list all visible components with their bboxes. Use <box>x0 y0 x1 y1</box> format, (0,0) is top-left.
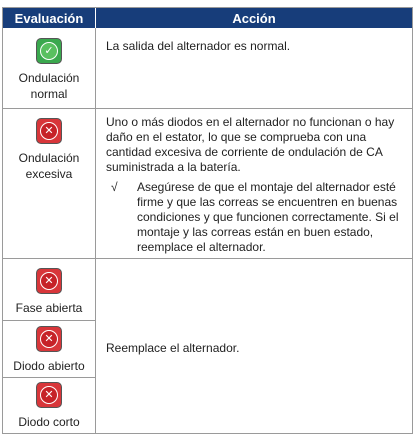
recommendation-bullet <box>111 180 407 255</box>
row-divider <box>3 108 412 109</box>
action-column-header: Acción <box>96 8 412 28</box>
evaluation-label: Fase abierta <box>15 301 83 315</box>
x-circle-icon: ✕ <box>36 326 62 352</box>
row-excessive-action: Uno o más diodos en el alternador no funcionan o hay daño en el estator, lo que se comprueba con una cantidad excesiva de corriente de ondulación de CA suministrada a la batería. <box>106 115 395 174</box>
bullet-text: Asegúrese de que el montaje del alternador esté firme y que las correas se encuentren en buenas condiciones y que funcionen correctamente. Si el montaje y las correas están en buen estado, reemplace el alternador. <box>137 180 399 254</box>
row-divider <box>3 320 95 321</box>
x-circle-icon: ✕ <box>36 382 62 408</box>
row-open-phase-evaluation <box>3 268 95 316</box>
shared-action: Reemplace el alternador. <box>106 341 240 355</box>
row-divider <box>3 377 95 378</box>
row-short-diode-evaluation <box>3 382 95 430</box>
row-excessive-evaluation <box>3 118 95 182</box>
column-divider <box>95 28 96 433</box>
row-normal-evaluation <box>3 38 95 102</box>
row-open-diode-evaluation <box>3 326 95 374</box>
evaluation-column-header: Evaluación <box>3 8 95 28</box>
evaluation-label: Ondulación excesiva <box>18 151 80 181</box>
row-divider <box>3 258 412 259</box>
x-circle-icon: ✕ <box>36 118 62 144</box>
check-circle-icon: ✓ <box>36 38 62 64</box>
evaluation-label: Diodo abierto <box>13 359 85 373</box>
evaluation-table <box>2 7 413 434</box>
x-circle-icon: ✕ <box>36 268 62 294</box>
evaluation-label: Ondulación normal <box>18 71 80 101</box>
evaluation-label: Diodo corto <box>18 415 80 429</box>
row-normal-action: La salida del alternador es normal. <box>106 39 291 53</box>
check-mark-icon: √ <box>111 180 118 194</box>
